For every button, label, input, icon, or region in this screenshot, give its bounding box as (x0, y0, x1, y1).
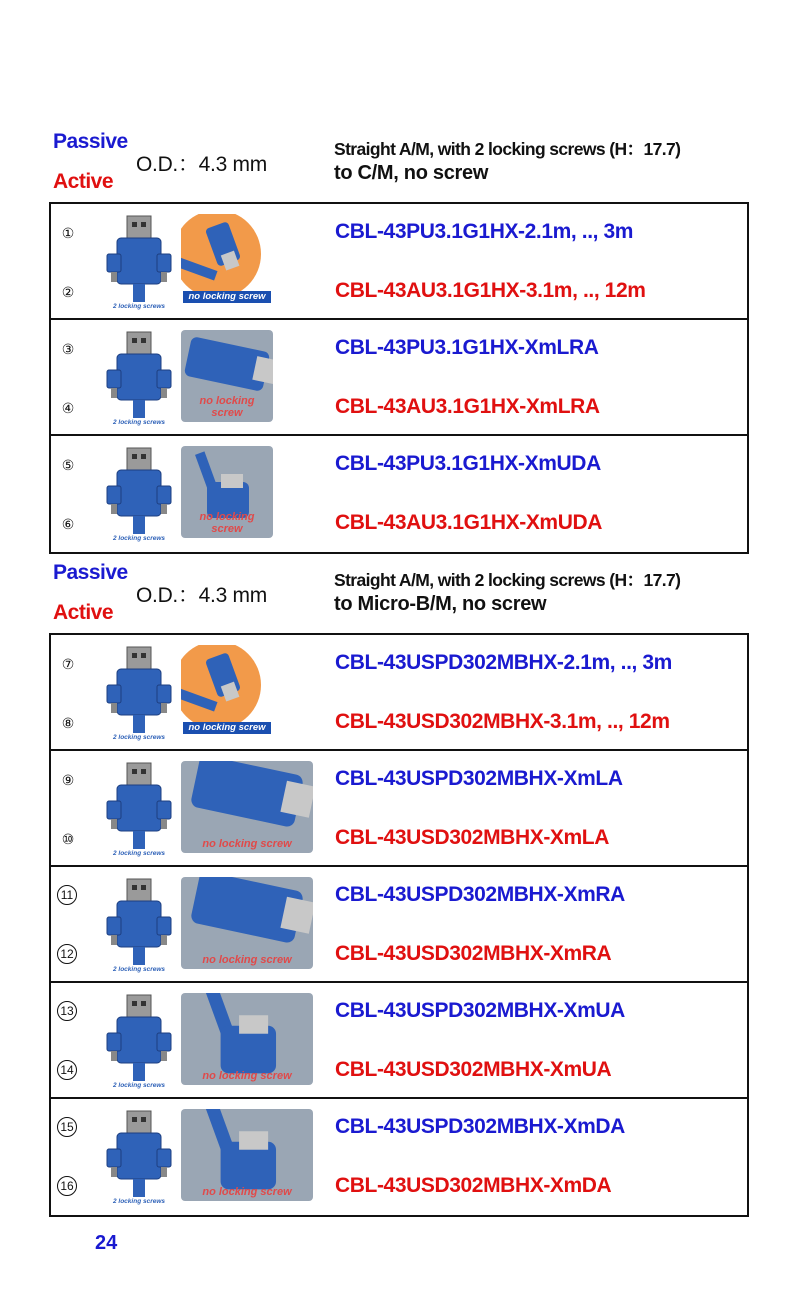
active-part-number: CBL-43USD302MBHX-XmRA (335, 942, 612, 965)
no-locking-screw-label: no locking screw (202, 838, 292, 850)
item-number: ⑥ (61, 516, 75, 532)
active-label: Active (53, 170, 114, 193)
usb-a-plug (103, 1109, 175, 1205)
item-number: ③ (61, 341, 75, 357)
no-locking-screw-label: no locking screw (199, 511, 255, 535)
product-row (51, 1099, 747, 1215)
connector-thumbnail (181, 645, 273, 737)
active-label: Active (53, 601, 114, 624)
usb-a-plug (103, 877, 175, 973)
passive-part-number: CBL-43USPD302MBHX-2.1m, .., 3m (335, 651, 672, 674)
description-line2: to Micro-B/M, no screw (334, 593, 547, 615)
item-number: ① (61, 225, 75, 241)
connector-thumbnail (181, 761, 313, 853)
no-locking-screw-label: no locking screw (183, 722, 271, 734)
usb-a-plug (103, 330, 175, 426)
product-table-usb-c (49, 202, 749, 554)
item-number: ② (61, 284, 75, 300)
no-locking-screw-label: no locking screw (202, 1186, 292, 1198)
no-locking-screw-label: no locking screw (199, 395, 255, 419)
plug-caption: 2 locking screws (112, 1198, 166, 1205)
plug-caption: 2 locking screws (112, 966, 166, 973)
product-row (51, 204, 747, 320)
usb-a-plug (103, 446, 175, 542)
usb-a-plug (103, 993, 175, 1089)
passive-part-number: CBL-43PU3.1G1HX-2.1m, .., 3m (335, 220, 634, 243)
item-number: 13 (57, 1001, 77, 1021)
item-number: ④ (61, 400, 75, 416)
plug-caption: 2 locking screws (112, 535, 166, 542)
usb-a-plug (103, 214, 175, 310)
product-row (51, 436, 747, 552)
usb-a-plug-icon (103, 446, 175, 542)
description-line1: Straight A/M, with 2 locking screws (H：17.7) (334, 139, 681, 159)
active-part-number: CBL-43USD302MBHX-XmUA (335, 1058, 612, 1081)
passive-part-number: CBL-43USPD302MBHX-XmUA (335, 999, 625, 1022)
passive-label: Passive (53, 561, 128, 584)
usb-a-plug-icon (103, 877, 175, 973)
no-locking-screw-label: no locking screw (183, 291, 271, 303)
outer-diameter: O.D.：4.3 mm (136, 153, 267, 176)
item-number: ⑧ (61, 715, 75, 731)
product-row (51, 635, 747, 751)
connector-thumbnail (181, 214, 273, 306)
connector-thumbnail (181, 877, 313, 969)
item-number: 14 (57, 1060, 77, 1080)
passive-part-number: CBL-43USPD302MBHX-XmRA (335, 883, 625, 906)
item-number: ⑩ (61, 831, 75, 847)
description-line1: Straight A/M, with 2 locking screws (H：17.7) (334, 570, 681, 590)
section-header-usb-c (0, 130, 800, 200)
item-number: 11 (57, 885, 77, 905)
outer-diameter: O.D.：4.3 mm (136, 584, 267, 607)
item-number: ⑤ (61, 457, 75, 473)
usb-a-plug-icon (103, 214, 175, 310)
active-part-number: CBL-43AU3.1G1HX-XmLRA (335, 395, 600, 418)
product-row (51, 983, 747, 1099)
no-locking-screw-label: no locking screw (202, 954, 292, 966)
active-part-number: CBL-43AU3.1G1HX-XmUDA (335, 511, 602, 534)
active-part-number: CBL-43USD302MBHX-XmLA (335, 826, 609, 849)
item-number: 15 (57, 1117, 77, 1137)
passive-part-number: CBL-43PU3.1G1HX-XmUDA (335, 452, 601, 475)
passive-part-number: CBL-43PU3.1G1HX-XmLRA (335, 336, 599, 359)
plug-caption: 2 locking screws (112, 419, 166, 426)
usb-a-plug-icon (103, 1109, 175, 1205)
usb-a-plug-icon (103, 993, 175, 1089)
plug-caption: 2 locking screws (112, 850, 166, 857)
connector-thumbnail (181, 446, 273, 538)
usb-a-plug (103, 645, 175, 741)
item-number: 12 (57, 944, 77, 964)
passive-label: Passive (53, 130, 128, 153)
active-part-number: CBL-43USD302MBHX-3.1m, .., 12m (335, 710, 670, 733)
active-part-number: CBL-43USD302MBHX-XmDA (335, 1174, 612, 1197)
usb-a-plug-icon (103, 645, 175, 741)
page-number: 24 (95, 1232, 118, 1254)
usb-a-plug-icon (103, 761, 175, 857)
plug-caption: 2 locking screws (112, 303, 166, 310)
no-locking-screw-label: no locking screw (202, 1070, 292, 1082)
section-header-micro-b (0, 561, 800, 631)
description-line2: to C/M, no screw (334, 162, 489, 184)
usb-a-plug-icon (103, 330, 175, 426)
item-number: ⑦ (61, 656, 75, 672)
plug-caption: 2 locking screws (112, 734, 166, 741)
product-row (51, 867, 747, 983)
connector-thumbnail (181, 330, 273, 422)
item-number: ⑨ (61, 772, 75, 788)
passive-part-number: CBL-43USPD302MBHX-XmLA (335, 767, 623, 790)
usb-a-plug (103, 761, 175, 857)
item-number: 16 (57, 1176, 77, 1196)
product-row (51, 751, 747, 867)
connector-thumbnail (181, 993, 313, 1085)
plug-caption: 2 locking screws (112, 1082, 166, 1089)
connector-thumbnail (181, 1109, 313, 1201)
passive-part-number: CBL-43USPD302MBHX-XmDA (335, 1115, 625, 1138)
active-part-number: CBL-43AU3.1G1HX-3.1m, .., 12m (335, 279, 646, 302)
product-row (51, 320, 747, 436)
product-table-micro-b (49, 633, 749, 1217)
